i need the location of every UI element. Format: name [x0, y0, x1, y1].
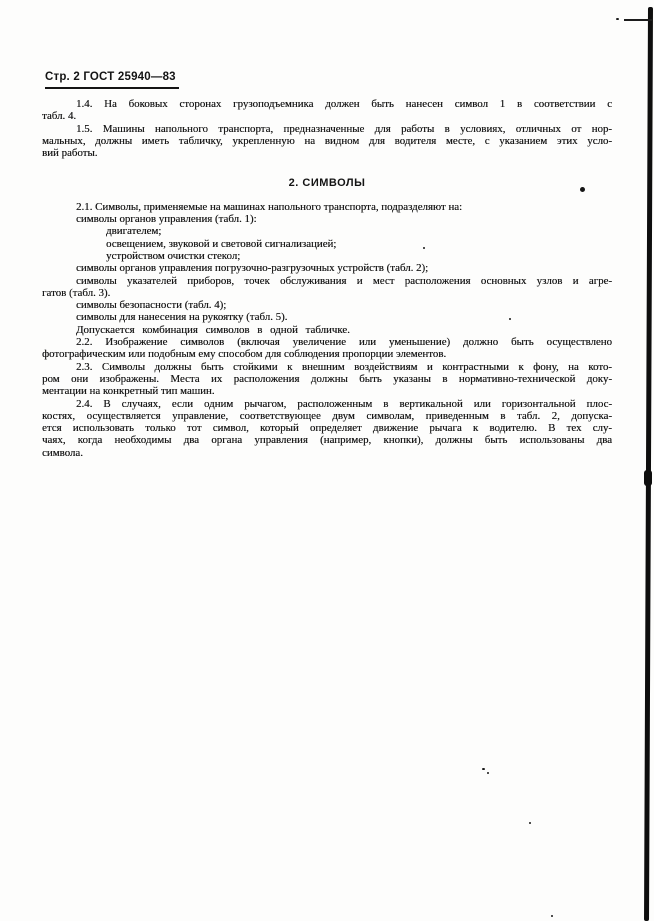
- scan-edge-blob: [644, 470, 652, 486]
- text-line: костях, осуществляется управление, соответствующее двум символам, приведенным в табл. 2, допуска-: [42, 409, 612, 422]
- text-line: фотографическим или подобным ему способом для соблюдения пропорции элементов.: [42, 348, 447, 361]
- page-header-label: Стр. 2 ГОСТ 25940—83: [45, 71, 176, 83]
- section-heading: 2. СИМВОЛЫ: [288, 177, 366, 190]
- text-line: ром они изображены. Места их расположения должны быть указаны в нормативно-технической доку-: [42, 372, 612, 385]
- scan-speck: [487, 772, 489, 774]
- text-line: 2.3. Символы должны быть стойкими к внешним воздействиям и контрастными к фону, на кото-: [76, 360, 612, 373]
- scan-speck: [529, 822, 531, 824]
- scan-tick-mark: [624, 19, 652, 21]
- text-line: устройством очистки стекол;: [106, 249, 241, 262]
- scan-speck: [616, 18, 619, 20]
- scan-speck: [423, 247, 425, 249]
- text-line: символы органов управления (табл. 1):: [76, 213, 257, 226]
- scan-speck: [482, 768, 485, 770]
- scan-speck: [551, 915, 553, 917]
- text-line: 1.5. Машины напольного транспорта, предназначенные для работы в условиях, отличных от нор-: [76, 122, 612, 135]
- text-line: 1.4. На боковых сторонах грузоподъемника должен быть нанесен символ 1 в соответствии с: [76, 98, 612, 110]
- text-line: освещением, звуковой и световой сигнализацией;: [106, 237, 337, 250]
- text-line: символы для нанесения на рукоятку (табл. 5).: [76, 311, 288, 324]
- text-line: ментации на конкретный тип машин.: [42, 385, 215, 398]
- text-line: символы органов управления погрузочно-разгрузочных устройств (табл. 2);: [76, 262, 429, 275]
- text-line: двигателем;: [106, 225, 162, 238]
- text-line: символы указателей приборов, точек обслуживания и мест расположения основных узлов и агре-: [76, 274, 612, 287]
- text-line: гатов (табл. 3).: [42, 286, 111, 299]
- text-line: символа.: [42, 446, 83, 459]
- text-line: Допускается комбинация символов в одной табличке.: [76, 323, 350, 336]
- text-line: символы безопасности (табл. 4);: [76, 299, 227, 312]
- text-line: 2.4. В случаях, если одним рычагом, расположенным в вертикальной или горизонтальной плос-: [76, 397, 612, 410]
- ink-dot: [580, 187, 585, 192]
- text-line: мальных, должны иметь табличку, укрепленную на видном для водителя месте, с указанием этих усло-: [42, 134, 612, 147]
- scan-edge-artifact: [644, 7, 653, 921]
- text-line: 2.1. Символы, применяемые на машинах напольного транспорта, подразделяют на:: [76, 200, 463, 213]
- text-line: чаях, когда необходимы два органа управления (например, кнопки), должны быть использованы два: [42, 434, 612, 447]
- text-line: табл. 4.: [42, 110, 77, 123]
- document-body: [42, 98, 612, 459]
- text-line: вий работы.: [42, 147, 98, 160]
- text-line: ется использовать только тот символ, который определяет движение рычага к водителю. В тех слу-: [42, 422, 612, 435]
- scan-speck: [509, 318, 511, 320]
- text-line: 2.2. Изображение символов (включая увеличение или уменьшение) должно быть осуществлено: [76, 336, 612, 349]
- page-header: [45, 71, 179, 89]
